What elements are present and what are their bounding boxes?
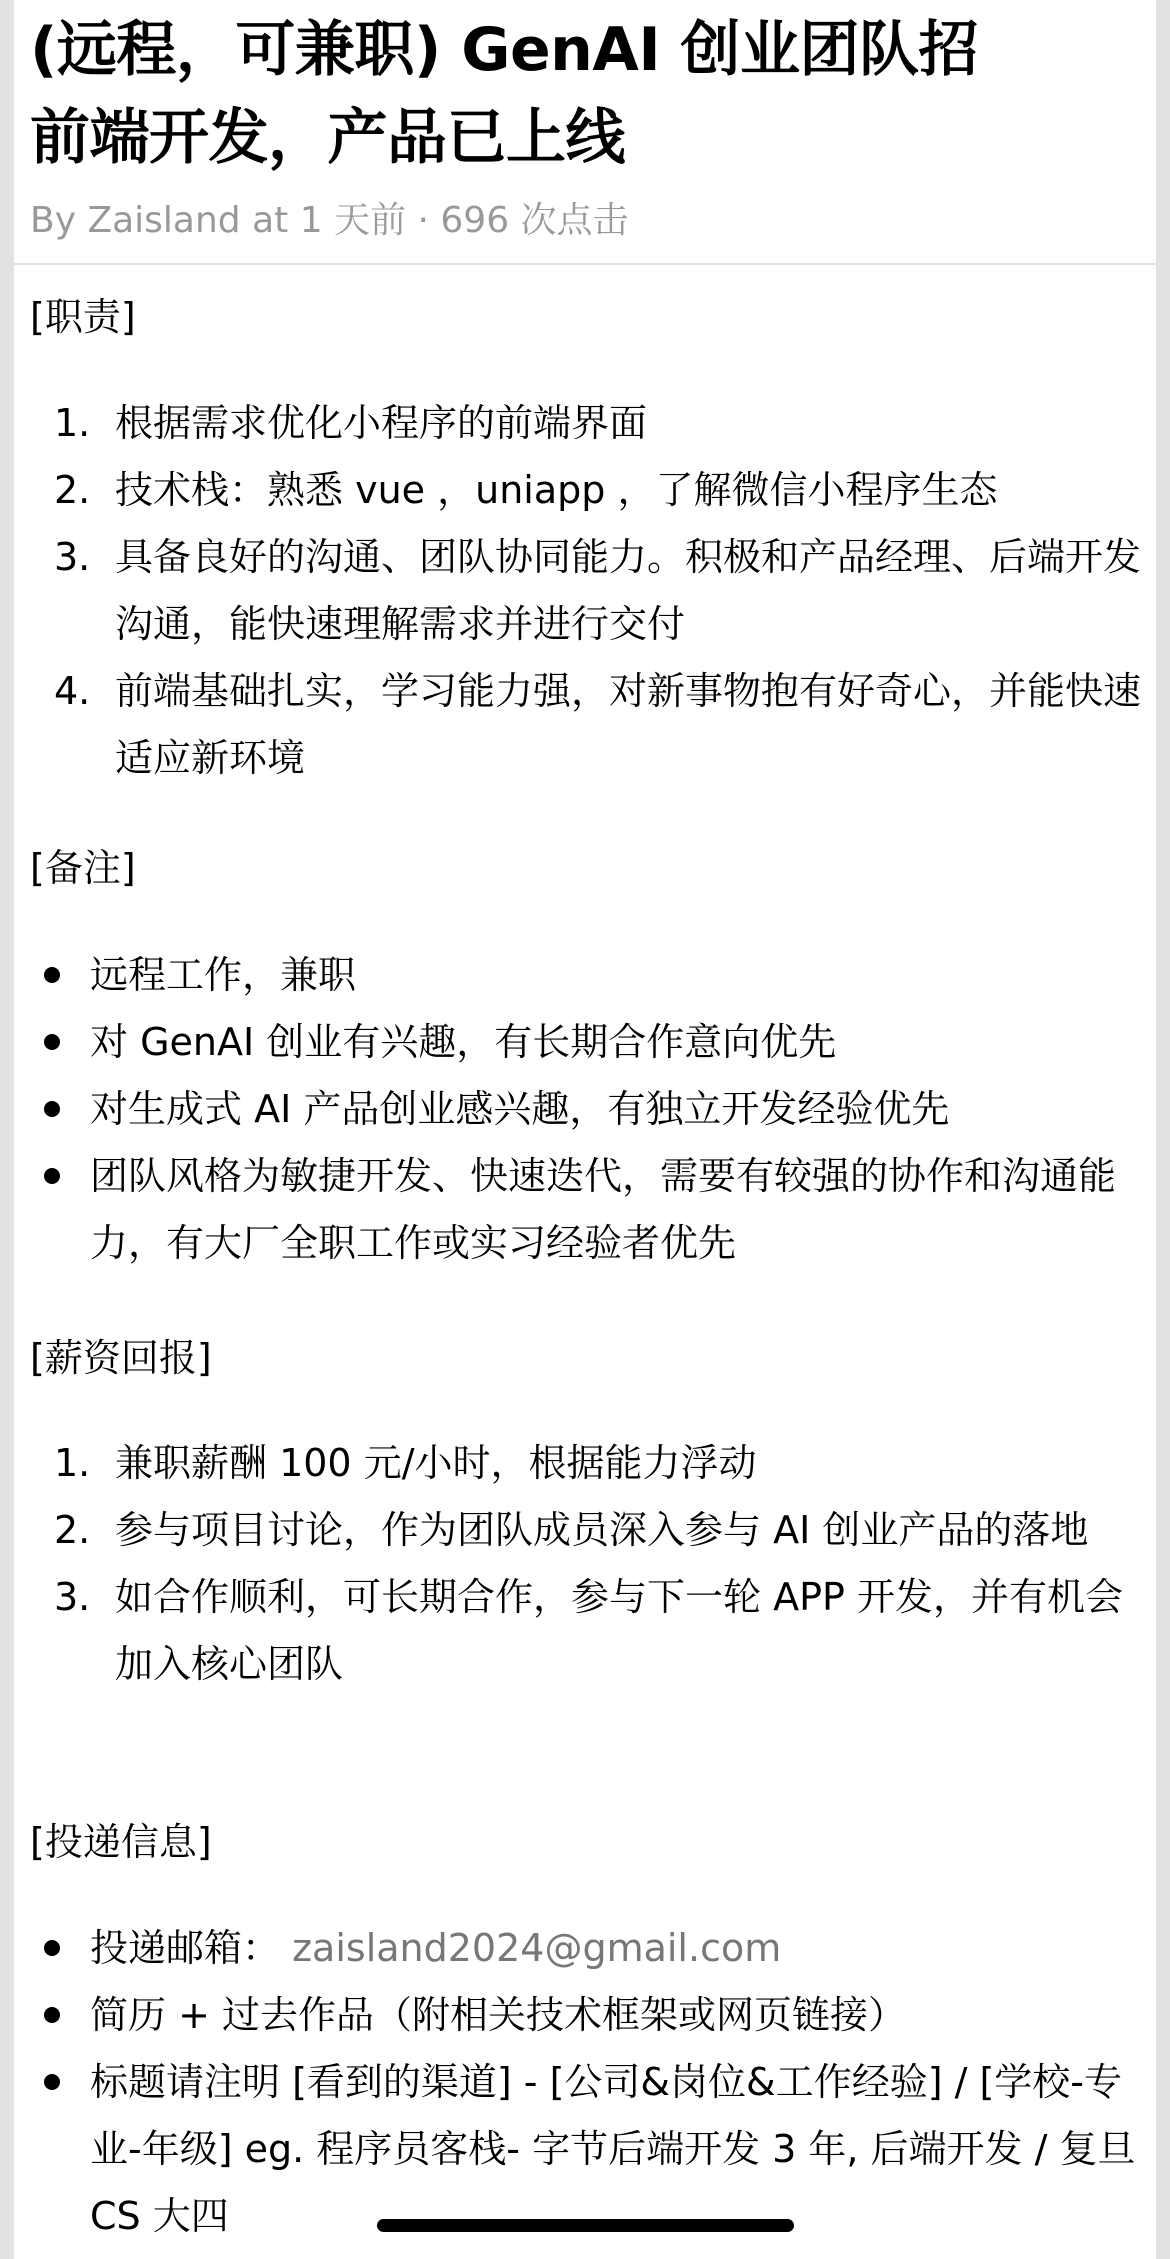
topic-title — [30, 6, 1140, 182]
bullet-icon — [44, 2074, 60, 2090]
submit-list — [30, 1915, 1150, 2250]
list-item-text: 技术栈：熟悉 vue ，uniapp ，了解微信小程序生态 — [115, 468, 998, 512]
list-item-text: 简历 + 过去作品（附相关技术框架或网页链接） — [90, 1993, 907, 2037]
email-label: 投递邮箱： — [90, 1926, 281, 1970]
bullet-icon — [44, 1940, 60, 1956]
notes-list — [30, 942, 1150, 1277]
list-item-text: 具备良好的沟通、团队协同能力。积极和产品经理、后端开发沟通，能快速理解需求并进行交付 — [115, 535, 1142, 646]
list-item-text: 标题请注明 [看到的渠道] - [公司&岗位&工作经验] / [学校-专业-年级] eg. 程序员客栈- 字节后端开发 3 年, 后端开发 / 复旦 CS 大四 — [90, 2060, 1136, 2238]
list-item-text: 团队风格为敏捷开发、快速迭代，需要有较强的协作和沟通能力，有大厂全职工作或实习经验者优先 — [90, 1154, 1117, 1265]
list-item — [30, 1076, 1150, 1143]
bullet-icon — [44, 1101, 60, 1117]
list-item — [30, 390, 1150, 457]
list-item — [30, 1143, 1150, 1277]
salary-list — [30, 1430, 1150, 1698]
list-item — [30, 1564, 1150, 1698]
section-heading-notes: [备注] — [30, 846, 136, 890]
email-link[interactable]: zaisland2024@gmail.com — [292, 1926, 782, 1970]
list-item-text: 根据需求优化小程序的前端界面 — [115, 401, 648, 445]
list-item — [30, 942, 1150, 1009]
list-item-text: 如合作顺利，可长期合作，参与下一轮 APP 开发，并有机会加入核心团队 — [115, 1575, 1123, 1686]
list-item — [30, 658, 1150, 792]
bullet-icon — [44, 967, 60, 983]
topic-header — [14, 0, 1156, 265]
list-item — [30, 1497, 1150, 1564]
list-item — [30, 1915, 1150, 1982]
list-item-number: 2. — [54, 468, 91, 512]
list-item-number: 1. — [54, 401, 91, 445]
list-item-number: 3. — [54, 1575, 91, 1619]
list-item-text: 参与项目讨论，作为团队成员深入参与 AI 创业产品的落地 — [115, 1508, 1089, 1552]
topic-meta: By Zaisland at 1 天前 · 696 次点击 — [30, 200, 629, 241]
list-item-text: 前端基础扎实，学习能力强，对新事物抱有好奇心，并能快速适应新环境 — [115, 669, 1142, 780]
duties-list — [30, 390, 1150, 792]
list-item-text: 对 GenAI 创业有兴趣，有长期合作意向优先 — [90, 1020, 837, 1064]
section-heading-salary: [薪资回报] — [30, 1336, 212, 1380]
topic-card — [14, 0, 1156, 2259]
bullet-icon — [44, 2007, 60, 2023]
list-item — [30, 457, 1150, 524]
list-item — [30, 1430, 1150, 1497]
section-heading-submit: [投递信息] — [30, 1820, 212, 1864]
list-item-number: 4. — [54, 669, 91, 713]
list-item-number: 2. — [54, 1508, 91, 1552]
section-heading-duties: [职责] — [30, 295, 136, 339]
list-item — [30, 1982, 1150, 2049]
topic-title-line1: (远程，可兼职) GenAI 创业团队招 — [30, 15, 979, 85]
list-item — [30, 524, 1150, 658]
bullet-icon — [44, 1168, 60, 1184]
list-item-text: 对生成式 AI 产品创业感兴趣，有独立开发经验优先 — [90, 1087, 950, 1131]
list-item — [30, 1009, 1150, 1076]
list-item-text: 兼职薪酬 100 元/小时，根据能力浮动 — [115, 1441, 757, 1485]
list-item-number: 3. — [54, 535, 91, 579]
list-item-text: 远程工作，兼职 — [90, 953, 357, 997]
list-item-number: 1. — [54, 1441, 91, 1485]
bullet-icon — [44, 1034, 60, 1050]
home-indicator[interactable] — [377, 2219, 794, 2232]
topic-title-line2: 前端开发，产品已上线 — [30, 103, 625, 173]
